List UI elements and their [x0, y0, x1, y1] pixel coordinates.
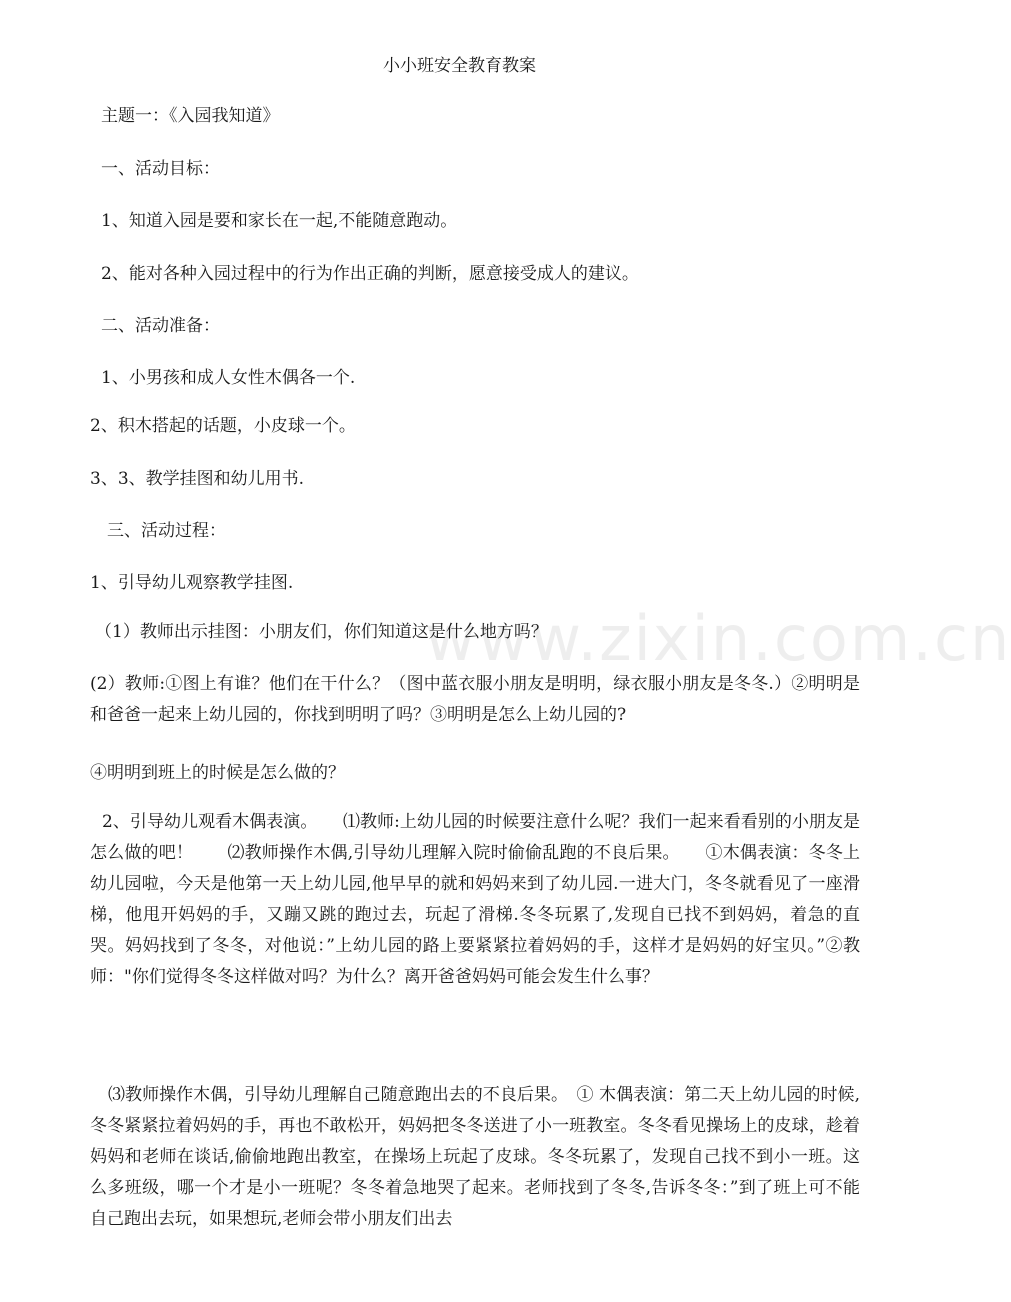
document-title: 小小班安全教育教案 — [383, 56, 536, 76]
goal-item-2: 2、能对各种入园过程中的行为作出正确的判断，愿意接受成人的建议。 — [101, 264, 639, 284]
prep-item-3: 3、3、教学挂图和幼儿用书. — [90, 469, 305, 489]
process-step-1-question-2: (2）教师:①图上有谁？他们在干什么？（图中蓝衣服小朋友是明明，绿衣服小朋友是冬冬.）②明明是和爸爸一起来上幼儿园的，你找到明明了吗？③明明是怎么上幼儿园的? — [90, 674, 860, 725]
process-step-2-paragraph: 2、引导幼儿观看木偶表演。 ⑴教师:上幼儿园的时候要注意什么呢？我们一起来看看别的小朋友是怎么做的吧！ ⑵教师操作木偶,引导幼儿理解入院时偷偷乱跑的不良后果。 ①木偶表演：冬冬上幼儿园啦，今天是他第一天上幼儿园,他早早的就和妈妈来到了幼儿园.一进大门，冬冬就看见了一座滑梯，他甩开妈妈的手，又蹦又跳的跑过去，玩起了滑梯.冬冬玩累了,发现自已找不到妈妈，着急的直哭。妈妈找到了冬冬，对他说：”上幼儿园的路上要紧紧拉着妈妈的手，这样才是妈妈的好宝贝。”②教师："你们觉得冬冬这样做对吗？为什么？离开爸爸妈妈可能会发生什么事？ — [90, 812, 860, 987]
process-step-1-question-1: （1）教师出示挂图：小朋友们，你们知道这是什么地方吗？ — [95, 622, 548, 642]
theme-heading: 主题一：《入园我知道》 — [101, 106, 280, 126]
section-goals-heading: 一、活动目标： — [101, 159, 220, 179]
process-step-1: 1、引导幼儿观察教学挂图. — [90, 573, 294, 593]
section-prep-heading: 二、活动准备： — [101, 316, 220, 336]
goal-item-1: 1、知道入园是要和家长在一起,不能随意跑动。 — [101, 211, 458, 231]
prep-item-2: 2、积木搭起的话题，小皮球一个。 — [90, 416, 356, 436]
process-step-3-paragraph: ⑶教师操作木偶，引导幼儿理解自己随意跑出去的不良后果。 ① 木偶表演：第二天上幼儿园的时候,冬冬紧紧拉着妈妈的手，再也不敢松开，妈妈把冬冬送进了小一班教室。冬冬看见操场上的皮球，趁着妈妈和老师在谈话,偷偷地跑出教室，在操场上玩起了皮球。冬冬玩累了，发现自己找不到小一班。这么多班级，哪一个才是小一班呢？冬冬着急地哭了起来。老师找到了冬冬,告诉冬冬：”到了班上可不能自己跑出去玩，如果想玩,老师会带小朋友们出去 — [90, 1085, 860, 1229]
process-step-1-question-3: ④明明到班上的时候是怎么做的？ — [90, 763, 345, 783]
prep-item-1: 1、小男孩和成人女性木偶各一个. — [101, 368, 356, 388]
section-process-heading: 三、活动过程： — [107, 521, 226, 541]
watermark: www.zixin.com.cn — [425, 602, 1011, 675]
